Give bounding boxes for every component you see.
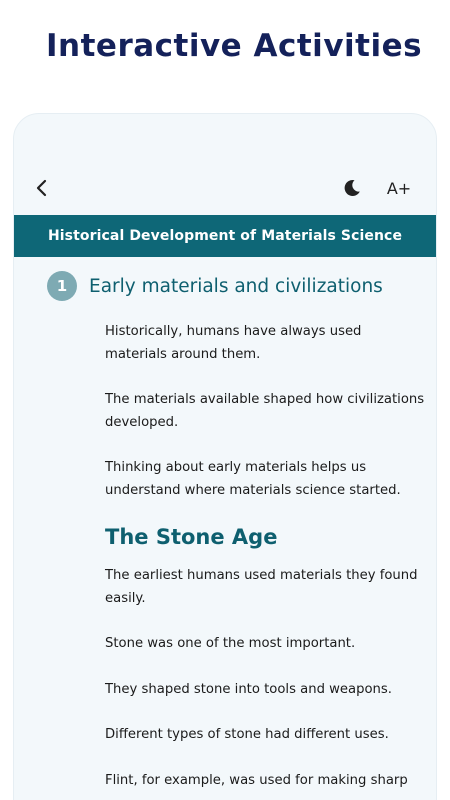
app-toolbar bbox=[14, 172, 436, 212]
paragraph: Thinking about early materials helps us understand where materials science started. bbox=[105, 460, 401, 498]
chapter-title-bar: Historical Development of Materials Science bbox=[14, 215, 436, 257]
section-number-badge: 1 bbox=[47, 271, 77, 301]
chevron-left-icon bbox=[35, 179, 49, 197]
lesson-content bbox=[105, 321, 425, 800]
section-title: Early materials and civilizations bbox=[89, 275, 383, 297]
paragraph: They shaped stone into tools and weapons. bbox=[105, 681, 392, 697]
subsection-title: The Stone Age bbox=[105, 525, 278, 549]
paragraph: Different types of stone had different uses. bbox=[105, 727, 389, 742]
back-button[interactable] bbox=[30, 176, 54, 200]
moon-icon bbox=[342, 178, 362, 198]
paragraph: Stone was one of the most important. bbox=[105, 636, 356, 651]
paragraph: The earliest humans used materials they found easily. bbox=[105, 568, 418, 606]
dark-mode-toggle[interactable] bbox=[339, 175, 365, 201]
font-size-button[interactable]: A+ bbox=[386, 178, 412, 198]
section-header bbox=[47, 271, 383, 301]
paragraph: Historically, humans have always used materials around them. bbox=[105, 324, 362, 362]
phone-screen bbox=[13, 113, 437, 800]
paragraph: Flint, for example, was used for making sharp bbox=[105, 772, 408, 788]
paragraph: The materials available shaped how civilizations developed. bbox=[105, 392, 425, 430]
promo-title: Interactive Activities bbox=[46, 28, 423, 64]
